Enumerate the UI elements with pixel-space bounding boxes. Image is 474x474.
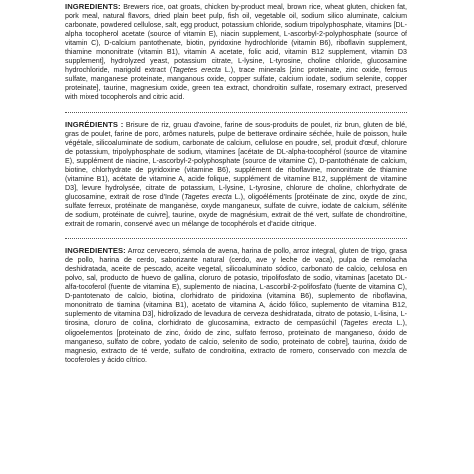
ingredients-spanish	[65, 246, 407, 365]
ingredients-text-english-cont: L.), trace minerals [zinc proteinate, zinc oxide, ferrous sulfate, manganese proteinate, manganous oxide, copper sulfate, calcium iodate, sodium selenite, copper proteinate], taurine, magnesium oxide, green tea extract, chondroitin sulfate, rosemary extract, preserved with mixed tocopherols and citric acid.	[65, 66, 407, 102]
species-name-spanish: Tagetes erecta	[342, 319, 393, 328]
ingredients-heading-french: INGRÉDIENTS :	[65, 119, 124, 129]
section-divider	[65, 112, 407, 113]
ingredients-text-french: Brisure de riz, gruau d'avoine, farine de sous-produits de poulet, riz brun, gluten de blé, gras de poulet, farine de porc, arômes naturels, pulpe de betterave ordinaire séchée, huile de poisson, huile végétale, silicoaluminate de sodium, carbonate de calcium, cellulose en poudre, sel, produit d'œuf, chlorure de potassium, tripolyphosphate de sodium, vitamines [acétate de DL-alpha-tocophérol (source de vitamine E), supplément de niacine, L-ascorbyl-2-polyphosphate (source de vitamine C), D-pantothénate de calcium, biotine, chlorhydrate de pyridoxine (vitamine B6), supplément de riboflavine, mononitrate de thiamine (vitamine B1), acétate de vitamine A, acide folique, supplément de vitamine B12, supplément de vitamine D3], levure hydrolysée, citrate de potassium, L-lysine, L-tyrosine, chlorure de choline, chlorhydrate de glucosamine, extrait de rose d'Inde (	[65, 120, 407, 201]
ingredients-english	[65, 2, 407, 103]
section-divider	[65, 238, 407, 239]
ingredients-french	[65, 120, 407, 230]
ingredients-heading-spanish: INGREDIENTES:	[65, 246, 126, 256]
ingredients-text-french-cont: L.), oligoéléments [protéinate de zinc, oxyde de zinc, sulfate ferreux, protéinate de manganèse, oxyde manganeux, sulfate de cuivre, iodate de calcium, sélénite de sodium, protéinate de cuivre], taurine, oxyde de magnésium, extrait de thé vert, sulfate de chondroïtine, extrait de romarin, conservé avec un mélange de tocophérols et d'acide citrique.	[65, 192, 407, 229]
ingredients-text-spanish: Arroz cervecero, sémola de avena, harina de pollo, arroz integral, gluten de trigo, grasa de pollo, harina de cerdo, saborizante natural (cerdo, ave y leche de vaca), pulpa de remolacha deshidratada, aceite de pescado, aceite vegetal, silicoaluminato sódico, carbonato de calcio, celulosa en polvo, sal, producto de huevo de gallina, cloruro de potasio, tripolifosfato de sodio, vitaminas [acetato DL-alfa-tocoferol (fuente de vitamina E), suplemento de niacina, L-ascorbil-2-polifosfato (fuente de vitamina C), D-pantotenato de calcio, biotina, clorhidrato de piridoxina (vitamina B6), suplemento de riboflavina, mononitrato de tiamina (vitamina B1), acetato de vitamina A, ácido fólico, suplemento de vitamina B12, suplemento de vitamina D3], hidrolizado de levadura de cerveza deshidratada, citrato de potasio, L-lisina, L-tirosina, cloruro de colina, clorhidrato de glucosamina, extracto de cempasúchil (	[65, 247, 407, 328]
ingredients-label	[60, 0, 412, 474]
ingredients-text-english: Brewers rice, oat groats, chicken by-product meal, brown rice, wheat gluten, chicken fat, pork meal, natural flavors, dried plain beet pulp, fish oil, vegetable oil, sodium silico aluminate, calcium carbonate, powdered cellulose, salt, egg product, potassium chloride, sodium tripolyphosphate, vitamins [DL-alpha tocopherol acetate (source of vitamin E), niacin supplement, L-ascorbyl-2-polyphosphate (source of vitamin C), D-calcium pantothenate, biotin, pyridoxine hydrochloride (vitamin B6), riboflavin supplement, thiamine mononitrate (vitamin B1), vitamin A acetate, folic acid, vitamin B12 supplement, vitamin D3 supplement], hydrolyzed yeast, potassium citrate, L-lysine, L-tyrosine, choline chloride, glucosamine hydrochloride, marigold extract (	[65, 3, 407, 75]
species-name-french: Tagetes erecta	[184, 192, 232, 201]
ingredients-text-spanish-cont: L.), oligoelementos [proteinato de zinc, óxido de zinc, sulfato ferroso, proteinato de manganeso, óxido de manganeso, sulfato de cobre, yodato de calcio, selenito de sodio, proteinato de cobre], taurina, óxido de magnesio, extracto de té verde, sulfato de condroitina, extracto de romero, conservado con mezcla de tocoferoles y ácido cítrico.	[65, 319, 407, 364]
species-name-english: Tagetes erecta	[172, 66, 221, 75]
ingredients-heading-english: INGREDIENTS:	[65, 2, 121, 11]
